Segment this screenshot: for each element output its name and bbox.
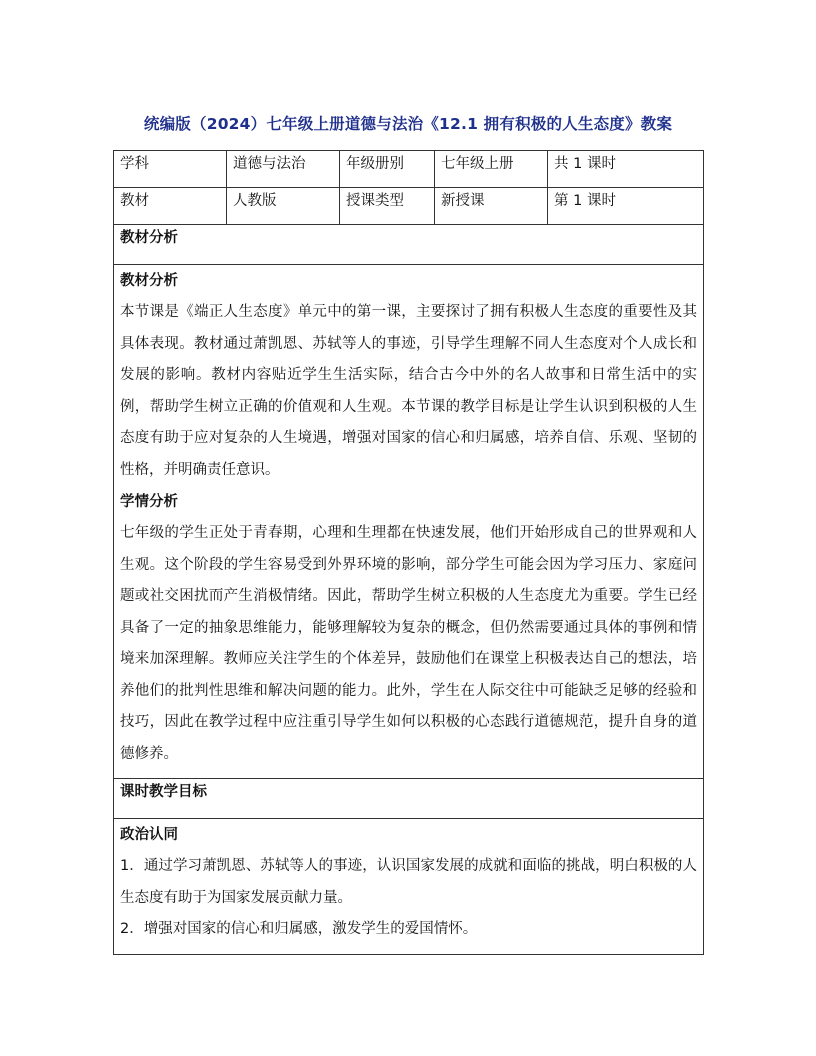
meta-label-textbook: 教材	[114, 188, 227, 225]
section-body-objectives	[114, 819, 704, 955]
section-title-objectives: 课时教学目标	[114, 779, 704, 819]
section-body-textbook-analysis	[114, 265, 704, 779]
lesson-plan-table	[113, 150, 704, 955]
subheading-student-analysis: 学情分析	[120, 494, 178, 510]
meta-value-subject: 道德与法治	[227, 151, 340, 188]
meta-row-subject	[114, 151, 704, 188]
objective-item: 1．通过学习萧凯恩、苏轼等人的事迹，认识国家发展的成就和面临的挑战，明白积极的人生态度有助于为国家发展贡献力量。	[120, 858, 697, 906]
meta-row-textbook	[114, 188, 704, 225]
subheading-textbook-analysis: 教材分析	[120, 273, 178, 289]
section-title-textbook-analysis: 教材分析	[114, 225, 704, 265]
meta-label-grade: 年级册别	[340, 151, 435, 188]
subheading-political-identity: 政治认同	[120, 827, 178, 843]
section-header-objectives	[114, 779, 704, 819]
document-title: 统编版（2024）七年级上册道德与法治《12.1 拥有积极的人生态度》教案	[143, 115, 673, 133]
textbook-analysis-content	[114, 265, 704, 779]
meta-value-total-periods: 共 1 课时	[548, 151, 704, 188]
objective-item: 2．增强对国家的信心和归属感，激发学生的爱国情怀。	[120, 921, 478, 937]
paragraph-textbook-analysis: 本节课是《端正人生态度》单元中的第一课，主要探讨了拥有积极人生态度的重要性及其具体表现。教材通过萧凯恩、苏轼等人的事迹，引导学生理解不同人生态度对个人成长和发展的影响。教材内容贴近学生生活实际，结合古今中外的名人故事和日常生活中的实例，帮助学生树立正确的价值观和人生观。本节课的教学目标是让学生认识到积极的人生态度有助于应对复杂的人生境遇，增强对国家的信心和归属感，培养自信、乐观、坚韧的性格，并明确责任意识。	[120, 304, 697, 478]
section-header-textbook-analysis	[114, 225, 704, 265]
meta-label-lesson-type: 授课类型	[340, 188, 435, 225]
meta-value-grade: 七年级上册	[435, 151, 548, 188]
objectives-content	[114, 819, 704, 955]
meta-label-subject: 学科	[114, 151, 227, 188]
meta-value-textbook: 人教版	[227, 188, 340, 225]
meta-value-lesson-type: 新授课	[435, 188, 548, 225]
meta-value-period: 第 1 课时	[548, 188, 704, 225]
paragraph-student-analysis: 七年级的学生正处于青春期，心理和生理都在快速发展，他们开始形成自己的世界观和人生观。这个阶段的学生容易受到外界环境的影响，部分学生可能会因为学习压力、家庭问题或社交困扰而产生消极情绪。因此，帮助学生树立积极的人生态度尤为重要。学生已经具备了一定的抽象思维能力，能够理解较为复杂的概念，但仍然需要通过具体的事例和情境来加深理解。教师应关注学生的个体差异，鼓励他们在课堂上积极表达自己的想法，培养他们的批判性思维和解决问题的能力。此外，学生在人际交往中可能缺乏足够的经验和技巧，因此在教学过程中应注重引导学生如何以积极的心态践行道德规范，提升自身的道德修养。	[120, 525, 697, 762]
